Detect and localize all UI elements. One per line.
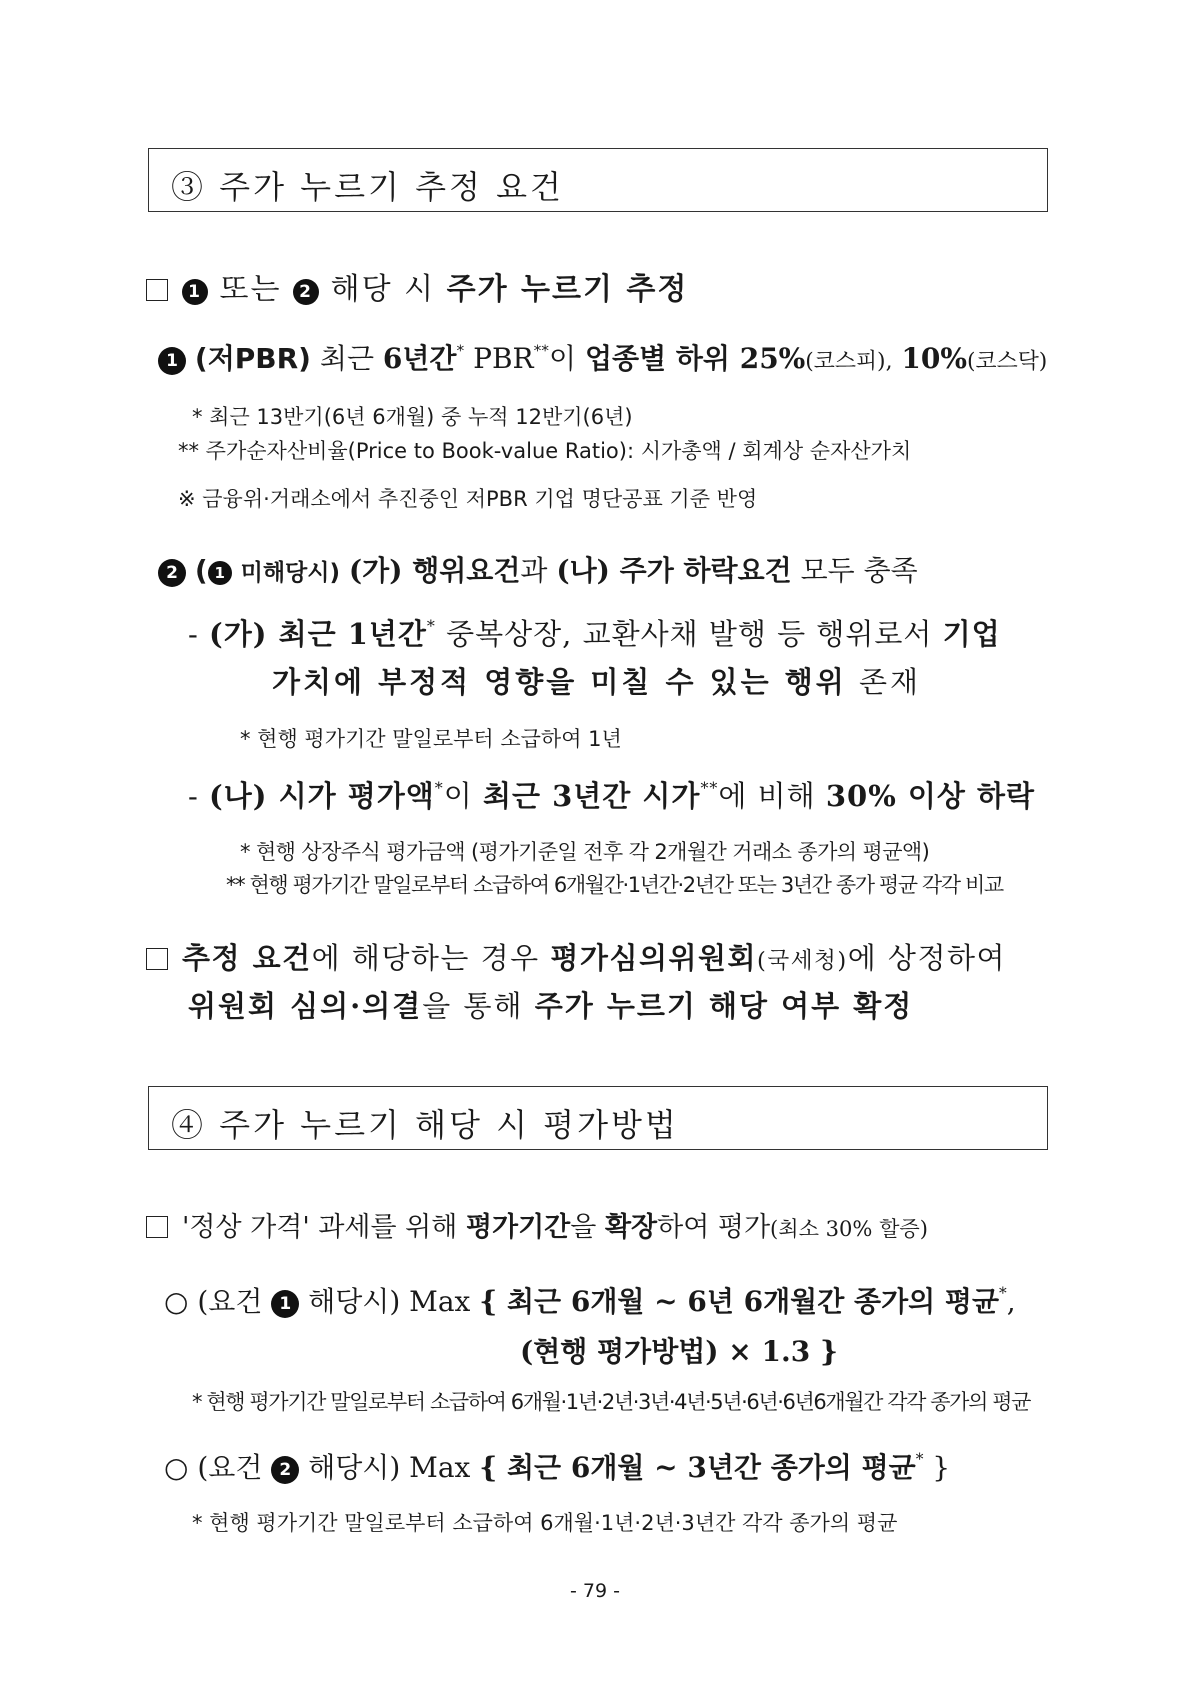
num2-icon: 2 [158,559,186,587]
checkbox-icon [146,279,168,301]
section4-title: ④ 주가 누르기 해당 시 평가방법 [171,1106,679,1144]
section4-header-box [148,1086,1048,1150]
section4-bullet: '정상 가격' 과세를 위해 평가기간을 확장하여 평가(최소 30% 할증) [146,1205,928,1244]
num1-icon: 1 [182,279,208,305]
num1-icon: 1 [208,561,232,585]
ga-note: * 현행 평가기간 말일로부터 소급하여 1년 [240,727,622,751]
na-note-2: ** 현행 평가기간 말일로부터 소급하여 6개월간·1년간·2년간 또는 3년간 종가 평균 각각 비교 [226,873,1003,897]
checkbox-icon [146,948,168,970]
circle-bullet-icon: ○ [164,1451,189,1484]
item1-note-2: ** 주가순자산비율(Price to Book-value Ratio): 시가총액 / 회계상 순자산가치 [178,439,912,463]
section3-title: ③ 주가 누르기 추정 요건 [171,168,564,206]
case2-note: * 현행 평가기간 말일로부터 소급하여 6개월·1년·2년·3년간 각각 종가의 평균 [192,1511,898,1535]
circle-bullet-icon: ○ [164,1285,189,1318]
item2-line: 2 ( 1 미해당시) (가) 행위요건과 (나) 주가 하락요건 모두 충족 [158,549,918,589]
case1-note: * 현행 평가기간 말일로부터 소급하여 6개월·1년·2년·3년·4년·5년·6년·6년6개월간 각각 종가의 평균 [192,1390,1030,1414]
item1-note-1: * 최근 13반기(6년 6개월) 중 누적 12반기(6년) [192,405,633,429]
case1-line-1: ○ (요건 1 해당시) Max { 최근 6개월 ~ 6년 6개월간 종가의 평균*, [164,1284,1016,1318]
page-number: - 79 - [570,1580,620,1602]
num1-icon: 1 [158,347,186,375]
decision-line-1: 추정 요건에 해당하는 경우 평가심의위원회(국세청)에 상정하여 [146,936,1006,977]
num2-icon: 2 [293,279,319,305]
section3-bullet: 1 또는 2 해당 시 주가 누르기 추정 [146,264,688,308]
na-line: - (나) 시가 평가액*이 최근 3년간 시가**에 비해 30% 이상 하락 [188,778,1036,813]
decision-line-2: 위원회 심의·의결을 통해 주가 누르기 해당 여부 확정 [188,989,914,1023]
num2-icon: 2 [271,1456,299,1484]
item1-line: 1 (저PBR) 최근 6년간* PBR**이 업종별 하위 25%(코스피), 10%(코스닥) [158,337,1047,377]
checkbox-icon [146,1216,168,1238]
ga-line-1: - (가) 최근 1년간* 중복상장, 교환사채 발행 등 행위로서 기업 [188,616,1001,651]
ga-line-2: 가치에 부정적 영향을 미칠 수 있는 행위 존재 [272,665,922,699]
section3-header-box [148,148,1048,212]
case1-line-2: (현행 평가방법) × 1.3 } [520,1335,838,1368]
na-note-1: * 현행 상장주식 평가금액 (평가기준일 전후 각 2개월간 거래소 종가의 평균액) [240,840,930,864]
item1-note-3: ※ 금융위·거래소에서 추진중인 저PBR 기업 명단공표 기준 반영 [178,487,758,511]
num1-icon: 1 [271,1290,299,1318]
case2-line: ○ (요건 2 해당시) Max { 최근 6개월 ~ 3년간 종가의 평균* } [164,1450,951,1484]
